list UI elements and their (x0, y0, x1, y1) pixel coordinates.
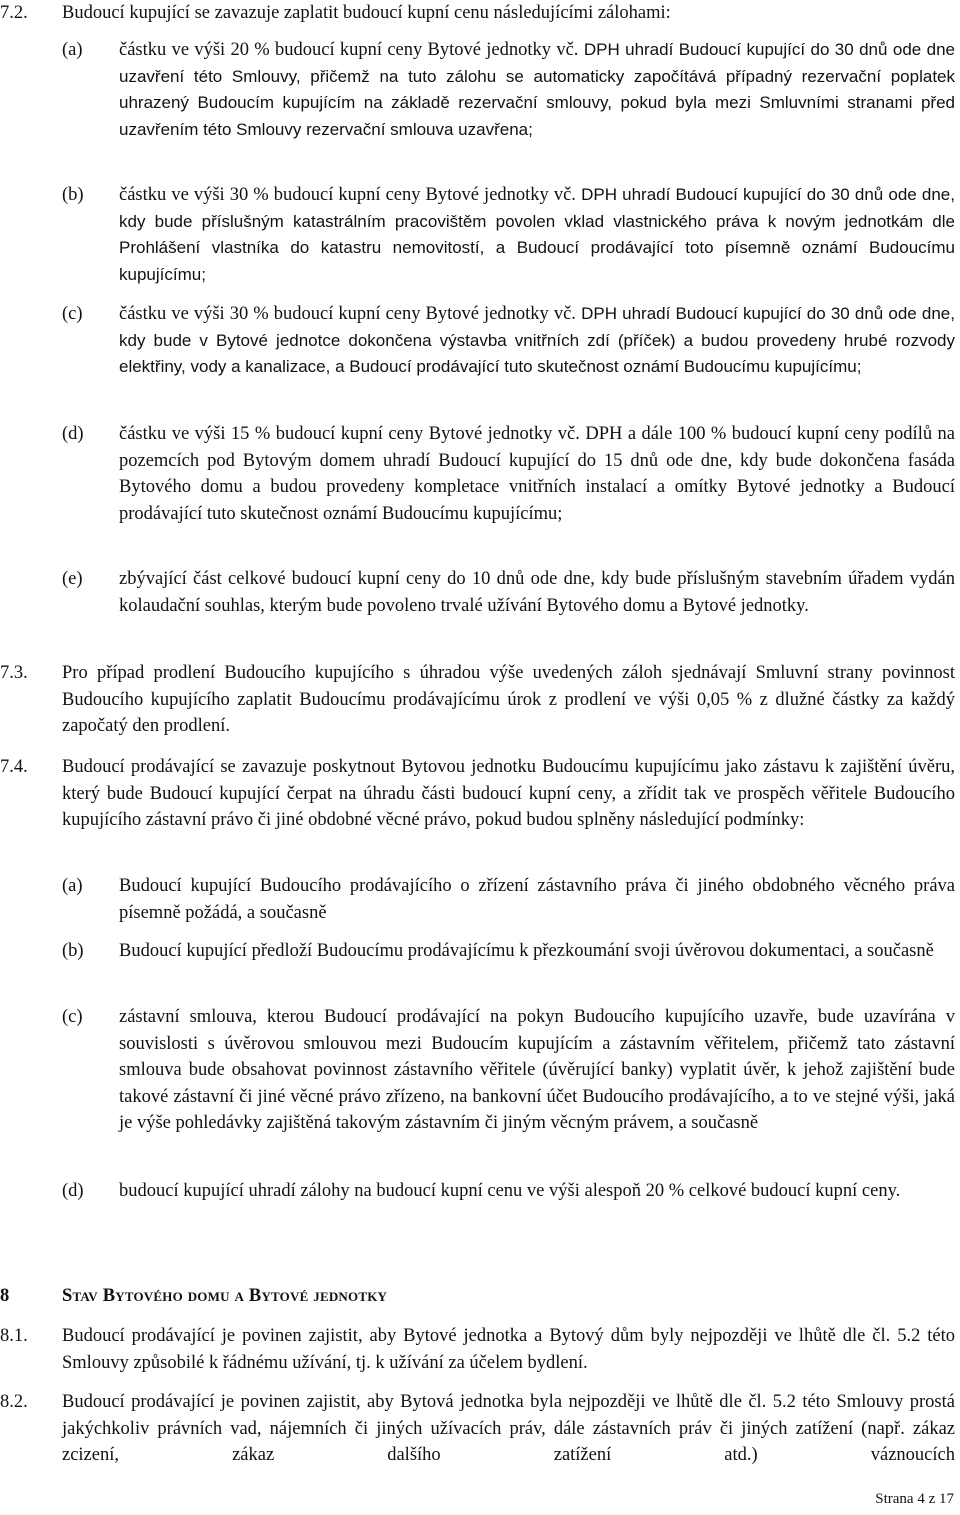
item-text (119, 182, 955, 288)
item-label: (a) (62, 40, 83, 60)
item-lead: částku ve výši 30 % budoucí kupní ceny Bytové jednotky vč. (119, 185, 576, 205)
item-text (119, 421, 955, 527)
clause-text: Pro případ prodlení Budoucího kupujícího s úhradou výše uvedených záloh sjednávají Smluvní strany povinnost Budoucího kupujícího zaplatit Budoucímu prodávajícímu úrok z prodlení ve výši 0,05 % z dlužné částky za každý započatý den prodlení. (62, 663, 955, 736)
item-label: (b) (62, 185, 84, 205)
item-label: (d) (62, 1181, 84, 1201)
clause-number: 7.4. (0, 757, 28, 777)
item-label: (e) (62, 569, 83, 589)
section-heading-8 (0, 1283, 955, 1310)
clause-text: Budoucí prodávající se zavazuje poskytnout Bytovou jednotku Budoucímu kupujícímu jako zástavu k zajištění úvěru, který bude Budoucí kupující čerpat na úhradu části budoucí kupní ceny, a zřídit tak ve prospěch věřitele Budoucího kupujícího zástavní právo či jiné obdobné věcné právo, pokud budou splněny následující podmínky: (62, 757, 955, 830)
clause-7-2-item-a (62, 37, 955, 143)
item-label: (c) (62, 304, 83, 324)
clause-7-2-item-d (62, 421, 955, 527)
clause-number: 7.3. (0, 663, 28, 683)
item-lead: částku ve výši 20 % budoucí kupní ceny Bytové jednotky vč. (119, 40, 579, 60)
clause-7-2-item-e (62, 566, 955, 619)
item-text: Budoucí kupující Budoucího prodávajícího o zřízení zástavního práva či jiného obdobného věcného práva písemně požádá, a současně (119, 876, 955, 923)
clause-7-2 (0, 0, 955, 27)
item-text: zbývající část celkové budoucí kupní ceny do 10 dnů ode dne, kdy bude příslušným stavebním úřadem vydán kolaudační souhlas, kterým bude povoleno trvalé užívání Bytového domu a Bytové jednotky. (119, 569, 955, 616)
item-rest: DPH uhradí Budoucí kupující do 30 dnů ode dne, kdy bude v Bytové jednotce dokončena výstavba vnitřních zdí (příček) a budou provedeny hrubé rozvody elektřiny, vody a kanalizace, a Budoucí prodávající tuto skutečnost oznámí Budoucímu kupujícímu; (119, 304, 955, 376)
section-title: Stav Bytového domu a Bytové jednotky (62, 1286, 388, 1306)
item-label: (a) (62, 876, 83, 896)
clause-number: 8.1. (0, 1326, 28, 1346)
clause-number: 8.2. (0, 1392, 28, 1412)
clause-8-1 (0, 1323, 955, 1376)
clause-text: Budoucí kupující se zavazuje zaplatit budoucí kupní cenu následujícími zálohami: (62, 3, 671, 23)
item-text (119, 37, 955, 143)
clause-8-2 (0, 1389, 955, 1469)
item-rest: DPH uhradí Budoucí kupující do 30 dnů ode dne, kdy bude příslušným katastrálním pracovištěm povolen vklad vlastnického práva k novým jednotkám dle Prohlášení vlastníka do katastru nemovitostí, a Budoucí prodávající toto písemně oznámí Budoucímu kupujícímu; (119, 185, 955, 284)
item-text: budoucí kupující uhradí zálohy na budoucí kupní cenu ve výši alespoň 20 % celkové budoucí kupní ceny. (119, 1181, 901, 1201)
page-number: Strana 4 z 17 (875, 1491, 954, 1507)
item-rest: DPH a dále 100 % budoucí kupní ceny podílů na pozemcích pod Bytovým domem uhradí Budoucí kupující do 15 dnů ode dne, kdy bude dokončena fasáda Bytového domu a budou provedeny kompletace vnitřních instalací a omítky Bytové jednotky a Budoucí prodávající tuto skutečnost oznámí Budoucímu kupujícímu; (119, 424, 955, 524)
clause-7-3 (0, 660, 955, 740)
item-text: Budoucí kupující předloží Budoucímu prodávajícímu k přezkoumání svoji úvěrovou dokumentaci, a současně (119, 941, 934, 961)
clause-7-4 (0, 754, 955, 834)
item-lead: částku ve výši 30 % budoucí kupní ceny Bytové jednotky vč. (119, 304, 576, 324)
clause-7-4-item-a (62, 873, 955, 926)
item-label: (b) (62, 941, 84, 961)
clause-7-4-item-d (62, 1178, 955, 1205)
item-lead: částku ve výši 15 % budoucí kupní ceny Bytové jednotky vč. (119, 424, 580, 444)
item-text (119, 301, 955, 381)
clause-7-4-item-b (62, 938, 955, 965)
item-rest: DPH uhradí Budoucí kupující do 30 dnů ode dne uzavření této Smlouvy, přičemž na tuto zálohu se automaticky započítává případný rezervační poplatek uhrazený Budoucím kupujícím na základě rezervační smlouvy, pokud byla mezi Smluvními stranami před uzavřením této Smlouvy rezervační smlouva uzavřena; (119, 40, 955, 139)
item-text: zástavní smlouva, kterou Budoucí prodávající na pokyn Budoucího kupujícího uzavře, bude uzavírána v souvislosti s úvěrovou smlouvou mezi Budoucím kupujícím a zástavním věřitelem, přičemž tato zástavní smlouva bude obsahovat povinnost zástavního věřitele (úvěrující banky) vyplatit úvěr, k jehož zajištění bude takové zástavní či jiné věcné právo zřízeno, na bankovní účet Budoucího prodávajícího, a to ve stejné výši, jaká je výše pohledávky zajištěná takovým zástavním či jiným věcným právem, a současně (119, 1007, 955, 1133)
item-label: (c) (62, 1007, 83, 1027)
clause-7-4-item-c (62, 1004, 955, 1137)
clause-text: Budoucí prodávající je povinen zajistit, aby Bytové jednotka a Bytový dům byly nejpozději ve lhůtě dle čl. 5.2 této Smlouvy způsobilé k řádnému užívání, tj. k užívání za účelem bydlení. (62, 1326, 955, 1373)
item-label: (d) (62, 424, 84, 444)
clause-7-2-item-c (62, 301, 955, 381)
clause-7-2-item-b (62, 182, 955, 288)
section-number: 8 (0, 1286, 10, 1306)
clause-text: Budoucí prodávající je povinen zajistit, aby Bytová jednotka byla nejpozději ve lhůtě dle čl. 5.2 této Smlouvy prostá jakýchkoliv právních vad, nájemních či jiných užívacích práv, dále zástavních práv či jiných zatížení (např. zákaz zcizení, zákaz dalšího zatížení atd.) váznoucích (62, 1392, 955, 1465)
clause-number: 7.2. (0, 3, 28, 23)
